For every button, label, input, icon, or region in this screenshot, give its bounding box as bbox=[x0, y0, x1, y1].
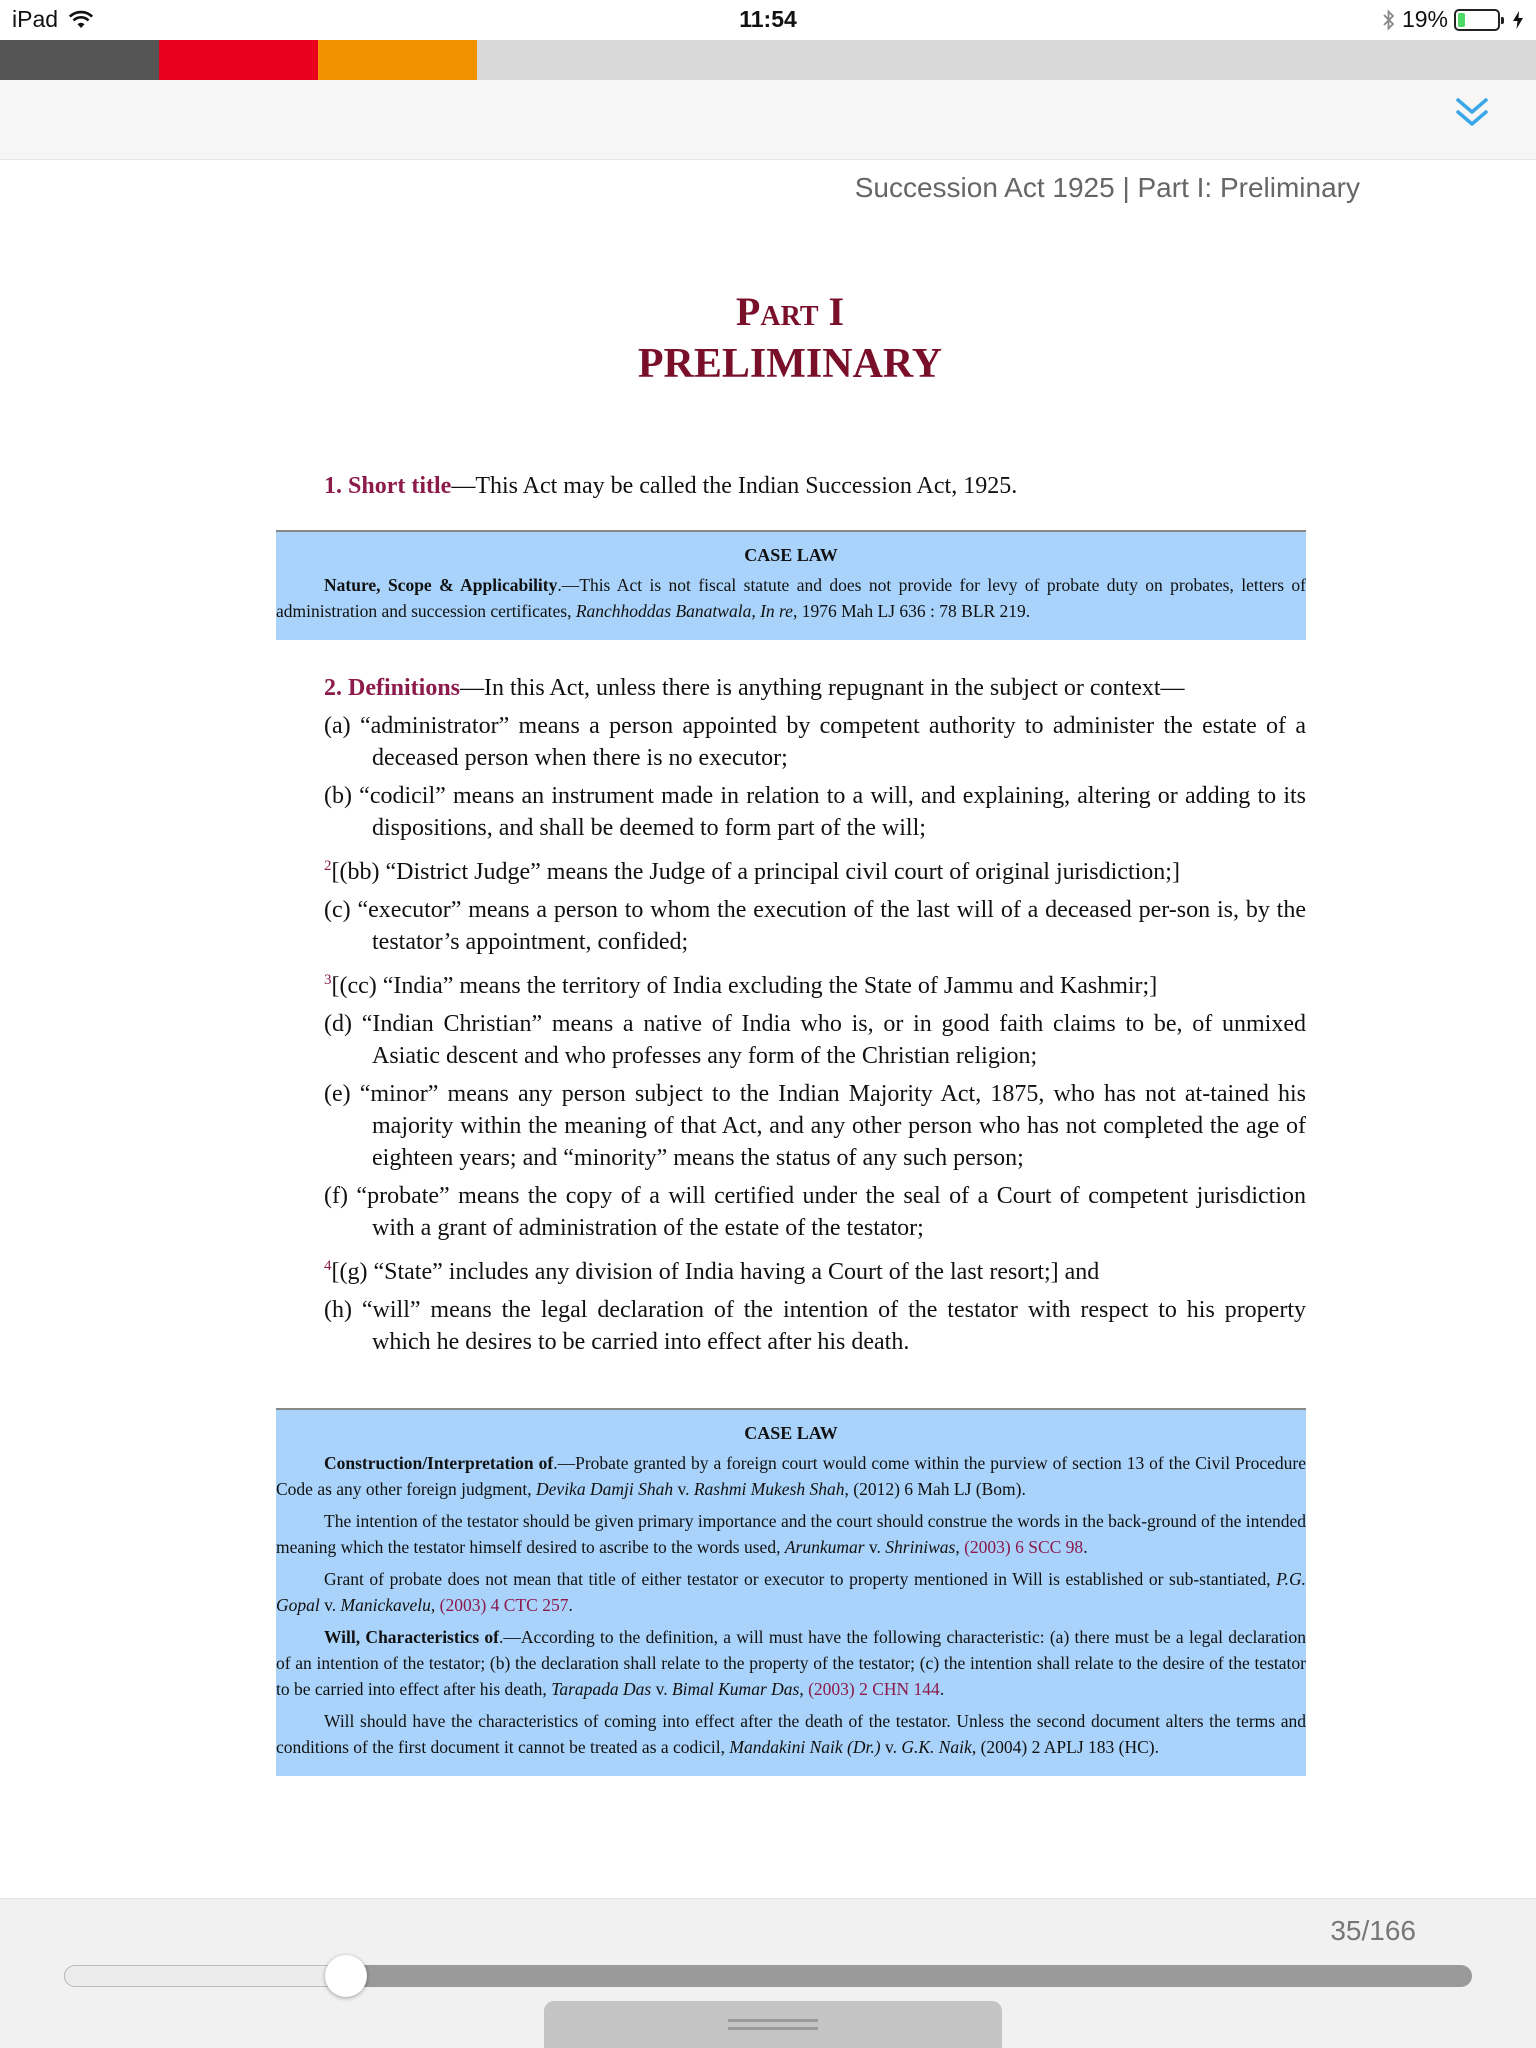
case-law-text: The intention of the testator should be given primary importance and the court should construe the words in the back-ground of the intended meaning which the testator himself desired to ascribe to the words used, bbox=[276, 1511, 1306, 1557]
section-2-line bbox=[276, 672, 1306, 704]
citation-link[interactable]: (2003) 2 CHN 144 bbox=[808, 1679, 940, 1699]
definition-clause bbox=[276, 710, 1306, 774]
reader-toolbar bbox=[0, 80, 1536, 160]
case-law-box bbox=[276, 530, 1306, 640]
clock: 11:54 bbox=[739, 6, 797, 32]
case-law-text: .—According to the definition, a will must have the following characteristic: (a) there must be a legal declaration of an intention of the testator; (b) the declaration shall relate to the property of the testator; (c) the intention shall relate to the desire of the testator to be carried into effect after his death, bbox=[276, 1627, 1306, 1699]
case-law-paragraph bbox=[276, 1450, 1306, 1502]
case-name: Shriniwas bbox=[885, 1537, 956, 1557]
bluetooth-icon bbox=[1382, 9, 1396, 31]
clause-text: “probate” means the copy of a will certified under the seal of a Court of competent jurisdiction with a grant of administration of the estate of the testator; bbox=[347, 1183, 1306, 1241]
double-chevron-down-icon bbox=[1452, 92, 1492, 132]
case-name: Manickavelu bbox=[340, 1595, 431, 1615]
case-name: Mandakini Naik (Dr.) bbox=[729, 1737, 881, 1757]
citation: , (2012) 6 Mah LJ (Bom). bbox=[844, 1479, 1026, 1499]
case-law-box bbox=[276, 1408, 1306, 1776]
definition-clause bbox=[276, 1008, 1306, 1072]
page-counter: 35/166 bbox=[1330, 1915, 1416, 1946]
clause-label: (h) bbox=[324, 1297, 352, 1323]
end-punct: . bbox=[939, 1679, 945, 1699]
clause-text: “Indian Christian” means a native of India who is, or in good faith claims to be, of unmixed Asiatic descent and who professes any form of the Christian religion; bbox=[351, 1011, 1306, 1069]
pull-handle[interactable] bbox=[544, 2001, 1002, 2048]
citation: , (2004) 2 APLJ 183 (HC). bbox=[971, 1737, 1159, 1757]
clause-text: “District Judge” means the Judge of a principal civil court of original jurisdiction;] bbox=[379, 859, 1180, 885]
tab-segment[interactable] bbox=[318, 40, 477, 80]
case-law-text: Grant of probate does not mean that title of either testator or executor to property mentioned in Will is established or sub-stantiated, bbox=[324, 1569, 1277, 1589]
pull-handle-icon bbox=[728, 2027, 818, 2030]
section-2-heading: 2. Definitions bbox=[324, 675, 461, 701]
footnote-marker[interactable]: 3 bbox=[324, 972, 332, 988]
footnote-marker[interactable]: 2 bbox=[324, 858, 332, 874]
citation-link[interactable]: (2003) 4 CTC 257 bbox=[439, 1595, 569, 1615]
section-1 bbox=[276, 470, 1306, 502]
clause-label: [(cc) bbox=[331, 973, 377, 999]
case-law-paragraph bbox=[276, 1708, 1306, 1760]
case-law-title: CASE LAW bbox=[744, 545, 838, 565]
case-law-paragraph bbox=[276, 1624, 1306, 1702]
definition-clause bbox=[276, 894, 1306, 958]
clause-label: (a) bbox=[324, 713, 351, 739]
definition-clause bbox=[276, 1250, 1306, 1288]
case-law-text: Will should have the characteristics of coming into effect after the death of the testator. Unless the second document alters the terms and conditions of the first document it cannot be treated as a codicil, bbox=[276, 1711, 1306, 1757]
tab-segment[interactable] bbox=[0, 40, 159, 80]
citation-link[interactable]: (2003) 6 SCC 98 bbox=[964, 1537, 1084, 1557]
end-punct: . bbox=[568, 1595, 573, 1615]
case-name: Devika Damji Shah bbox=[536, 1479, 674, 1499]
section-2-text: —In this Act, unless there is anything repugnant in the subject or context— bbox=[460, 675, 1185, 701]
part-label: Part I bbox=[735, 289, 845, 334]
case-name: G.K. Naik bbox=[901, 1737, 972, 1757]
separator: , bbox=[799, 1679, 809, 1699]
clause-label: (c) bbox=[324, 897, 351, 923]
clause-text: “minor” means any person subject to the Indian Majority Act, 1875, who has not at-tained his majority within the meaning of that Act, and any other person who has not completed the age of eighteen years; and “minority” means the status of any such person; bbox=[350, 1081, 1306, 1171]
definition-clause bbox=[276, 780, 1306, 844]
clause-label: (d) bbox=[324, 1011, 352, 1037]
citation: , 1976 Mah LJ 636 : 78 BLR 219. bbox=[792, 601, 1031, 621]
section-1-line bbox=[276, 470, 1306, 502]
clause-label: (f) bbox=[324, 1183, 348, 1209]
versus: v. bbox=[319, 1595, 341, 1615]
running-head: Succession Act 1925 | Part I: Preliminary bbox=[854, 172, 1360, 203]
page-scrubber[interactable] bbox=[64, 1965, 1472, 1987]
clause-text: “administrator” means a person appointed by competent authority to administer the estate of a deceased person when there is no executor; bbox=[350, 713, 1306, 771]
case-name: Arunkumar bbox=[784, 1537, 865, 1557]
versus: v. bbox=[864, 1537, 886, 1557]
color-tab-strip bbox=[0, 40, 1536, 80]
end-punct: . bbox=[1083, 1537, 1088, 1557]
clause-text: “India” means the territory of India excluding the State of Jammu and Kashmir;] bbox=[376, 973, 1158, 999]
clause-text: “codicil” means an instrument made in relation to a will, and explaining, altering or adding to its dispositions, and shall be deemed to form part of the will; bbox=[351, 783, 1306, 841]
definition-clause bbox=[276, 1078, 1306, 1174]
clause-label: [(bb) bbox=[331, 859, 380, 885]
case-name: P.G. Gopal bbox=[276, 1569, 1306, 1615]
versus: v. bbox=[651, 1679, 672, 1699]
separator: , bbox=[955, 1537, 965, 1557]
versus: v. bbox=[880, 1737, 902, 1757]
clause-text: “executor” means a person to whom the execution of the last will of a deceased per-son is, by the testator’s appointment, confided; bbox=[350, 897, 1306, 955]
part-heading: PRELIMINARY bbox=[637, 341, 943, 387]
case-name: Ranchhoddas Banatwala, In re bbox=[575, 601, 793, 621]
clause-label: [(g) bbox=[331, 1259, 368, 1285]
scrubber-knob[interactable] bbox=[325, 1955, 367, 1997]
separator: , bbox=[430, 1595, 440, 1615]
section-2 bbox=[276, 672, 1306, 1358]
scrubber-progress bbox=[64, 1965, 346, 1987]
clause-label: (b) bbox=[324, 783, 352, 809]
section-1-text: —This Act may be called the Indian Succession Act, 1925. bbox=[451, 473, 1018, 499]
case-name: Rashmi Mukesh Shah bbox=[693, 1479, 845, 1499]
section-1-heading: 1. Short title bbox=[324, 473, 452, 499]
status-right bbox=[1382, 6, 1524, 33]
case-law-paragraph bbox=[276, 1566, 1306, 1618]
case-law-text: .—Probate granted by a foreign court would come within the purview of section 13 of the Civil Procedure Code as any other foreign judgment, bbox=[276, 1453, 1306, 1499]
case-law-head: Nature, Scope & Applicability bbox=[324, 575, 558, 595]
definition-clause bbox=[276, 1294, 1306, 1358]
clause-text: “State” includes any division of India having a Court of the last resort;] and bbox=[367, 1259, 1100, 1285]
document-page bbox=[0, 160, 1536, 1900]
case-law-paragraph bbox=[276, 572, 1306, 624]
case-law-head: Construction/Interpretation of bbox=[324, 1453, 554, 1473]
part-title bbox=[0, 288, 1536, 392]
footnote-marker[interactable]: 4 bbox=[324, 1258, 332, 1274]
device-name: iPad bbox=[12, 6, 59, 32]
bottom-bar bbox=[0, 1898, 1536, 2048]
definition-clause bbox=[276, 964, 1306, 1002]
collapse-button[interactable] bbox=[1452, 92, 1492, 132]
tab-segment[interactable] bbox=[159, 40, 318, 80]
clause-text: “will” means the legal declaration of the intention of the testator with respect to his property which he desires to be carried into effect after his death. bbox=[351, 1297, 1306, 1355]
case-law-text: .—This Act is not fiscal statute and does not provide for levy of probate duty on probates, letters of administration and succession certificates, bbox=[276, 575, 1306, 621]
clause-label: (e) bbox=[324, 1081, 351, 1107]
status-bar bbox=[0, 0, 1536, 40]
definition-clause bbox=[276, 1180, 1306, 1244]
versus: v. bbox=[673, 1479, 694, 1499]
case-law-title: CASE LAW bbox=[744, 1423, 838, 1443]
case-law-paragraph bbox=[276, 1508, 1306, 1560]
charging-icon bbox=[1512, 10, 1524, 30]
case-name: Bimal Kumar Das bbox=[671, 1679, 800, 1699]
case-law-head: Will, Characteristics of bbox=[324, 1627, 499, 1647]
pull-handle-icon bbox=[728, 2019, 818, 2022]
battery-percent: 19% bbox=[1401, 6, 1448, 32]
case-name: Tarapada Das bbox=[551, 1679, 652, 1699]
battery-level bbox=[1458, 13, 1465, 27]
battery-icon bbox=[1454, 9, 1500, 31]
definition-clause bbox=[276, 850, 1306, 888]
definition-clauses bbox=[276, 710, 1306, 1358]
